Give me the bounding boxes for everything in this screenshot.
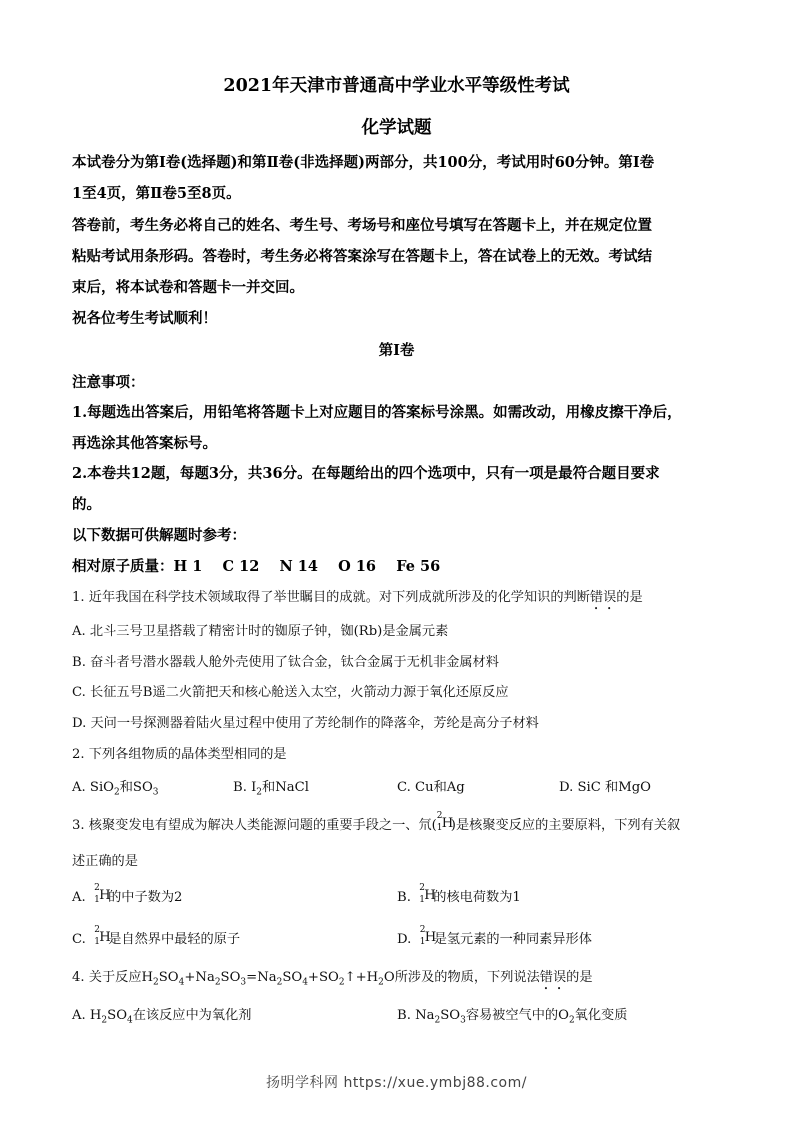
question-1-stem — [72, 586, 643, 613]
notice-2a: 2.本卷共12题，每题3分，共36分。在每题给出的四个选项中，只有一项是最符合题目要求 — [72, 465, 660, 482]
q1-option-b: B. 奋斗者号潜水器载人舱外壳使用了钛合金，钛合金属于无机非金属材料 — [72, 655, 499, 670]
intro-line-4: 粘贴考试用条形码。答卷时，考生务必将答案涂写在答题卡上，答在试卷上的无效。考试结 — [72, 248, 652, 265]
intro-line-1: 本试卷分为第Ⅰ卷(选择题)和第Ⅱ卷(非选择题)两部分，共100分，考试用时60分钟。第Ⅰ卷 — [72, 154, 655, 171]
intro-line-5: 束后，将本试卷和答题卡一并交回。 — [72, 279, 304, 296]
q3-stem-text-2: )是核聚变反应的主要原料，下列有关叙 — [450, 818, 681, 833]
q1-stem-text: 1. 近年我国在科学技术领域取得了举世瞩目的成就。对下列成就所涉及的化学知识的判断 — [72, 590, 590, 605]
section-title: 第Ⅰ卷 — [378, 342, 415, 359]
q1-stem-end: 的是 — [616, 590, 643, 605]
q2-b-post: 和NaCl — [262, 780, 309, 795]
exam-subtitle: 化学试题 — [361, 118, 432, 138]
q2-a-sub2: 3 — [152, 787, 159, 798]
q1-option-c: C. 长征五号B遥二火箭把天和核心舱送入太空，火箭动力源于氧化还原反应 — [72, 685, 509, 700]
notice-1a: 1.每题选出答案后，用铅笔将答题卡上对应题目的答案标号涂黑。如需改动，用橡皮擦干净后， — [72, 404, 682, 421]
q2-a-text: A. SiO — [72, 780, 114, 795]
q3-option-d: D. 2 1 H 是氢元素的一种同素异形体 — [397, 925, 592, 947]
intro-line-3: 答卷前，考生务必将自己的姓名、考生号、考场号和座位号填写在答题卡上，并在规定位置 — [72, 217, 652, 234]
q4-option-b: B. $Na_2SO_3$容易被空气中的$O_2$氧化变质 — [397, 1008, 628, 1026]
question-4-stem: 4. 关于反应$H_2SO_4+Na_2SO_3=Na_2SO_4+SO_2↑+H_2O$所涉及的物质，下列说法错误的是 — [72, 970, 593, 988]
question-3-stem — [72, 811, 681, 833]
q3-option-a: A. 2 1 H 的中子数为2 — [72, 883, 183, 905]
deuterium-symbol: 2 1 H — [436, 811, 454, 833]
q2-a-mid: 和SO — [119, 780, 153, 795]
q3-stem-text: 3. 核聚变发电有望成为解决人类能源问题的重要手段之一、氘( — [72, 818, 437, 833]
q2-a-sub: 2 — [113, 787, 120, 798]
q2-option-a — [72, 776, 159, 798]
footer-watermark: 扬明学科网 https://xue.ymbj88.com/ — [266, 1075, 527, 1091]
ref-heading: 以下数据可供解题时参考： — [72, 527, 246, 544]
q3-option-c: C. 2 1 H 是自然界中最轻的原子 — [72, 925, 241, 947]
notice-2b: 的。 — [72, 496, 101, 513]
q2-option-d: D. SiC 和MgO — [559, 780, 651, 795]
q2-option-c: C. Cu和Ag — [397, 780, 465, 795]
question-2-stem: 2. 下列各组物质的晶体类型相同的是 — [72, 747, 287, 762]
deuterium-symbol: 2 1 H — [419, 883, 436, 905]
q2-option-b — [233, 776, 309, 798]
deuterium-symbol: 2 1 H — [94, 883, 111, 905]
deuterium-symbol: 2 1 H — [419, 925, 437, 947]
q3-stem-continued: 述正确的是 — [72, 854, 138, 869]
q1-stem-emphasis: 错误 — [589, 590, 617, 605]
notice-1b: 再选涂其他答案标号。 — [72, 435, 217, 452]
intro-line-6: 祝各位考生考试顺利！ — [72, 310, 217, 327]
exam-title: 2021年天津市普通高中学业水平等级性考试 — [223, 76, 570, 96]
atomic-mass: 相对原子质量：H 1 C 12 N 14 O 16 Fe 56 — [72, 558, 441, 575]
q4-option-a: A. $H_2SO_4$在该反应中为氧化剂 — [72, 1008, 252, 1026]
intro-line-2: 1至4页，第Ⅱ卷5至8页。 — [72, 185, 241, 202]
q1-option-d: D. 天问一号探测器着陆火星过程中使用了芳纶制作的降落伞，芳纶是高分子材料 — [72, 716, 539, 731]
notice-heading: 注意事项： — [72, 374, 145, 391]
q2-b-sub: 2 — [256, 787, 263, 798]
q4-stem-emphasis: 错误 — [539, 970, 567, 985]
q1-option-a: A. 北斗三号卫星搭载了精密计时的铷原子钟，铷(Rb)是金属元素 — [72, 624, 449, 639]
q3-option-b: B. 2 1 H 的核电荷数为1 — [397, 883, 521, 905]
deuterium-symbol: 2 1 H — [94, 925, 111, 947]
q2-b-text: B. I — [233, 780, 257, 795]
